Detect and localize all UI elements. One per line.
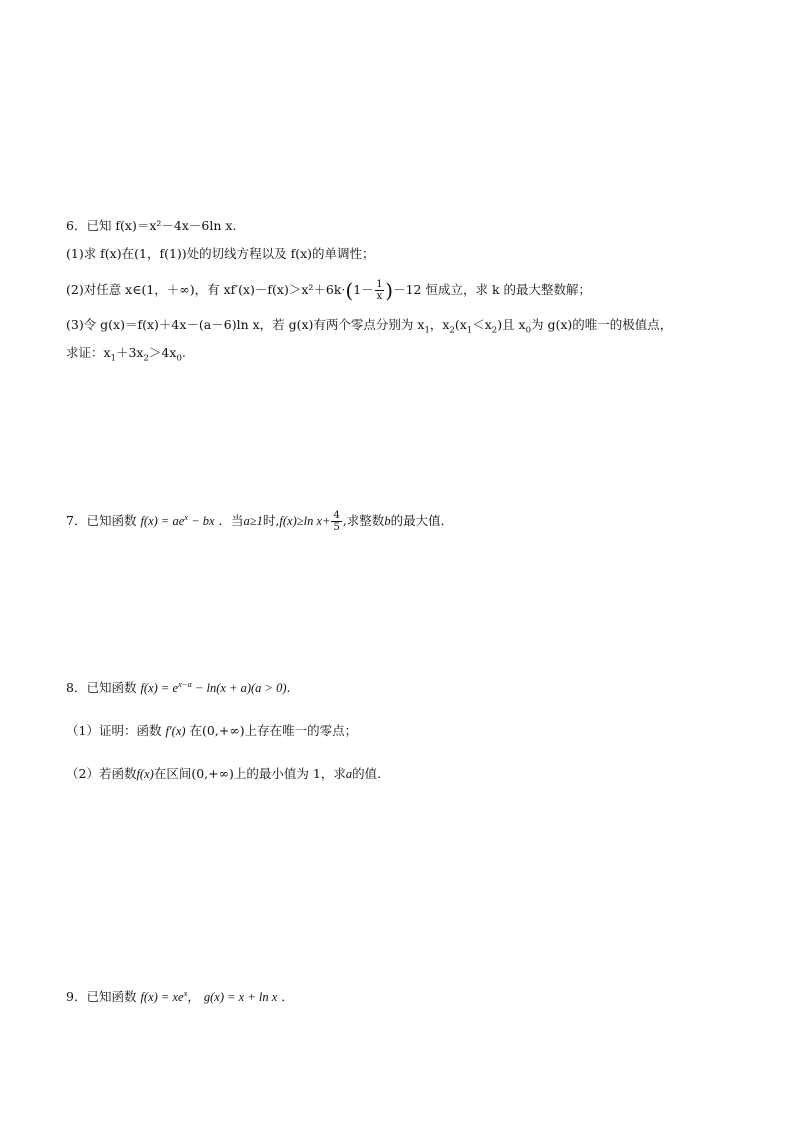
q8-text-a: 8．已知函数 [66,680,137,695]
q9-text-b: ， [187,989,200,1004]
q7-inequality: f(x)≥ln x+ [279,514,331,528]
q9-text-a: 9．已知函数 [66,989,137,1004]
q6-part3-text-a: (3)令 g(x)＝f(x)＋4x－(a－6)ln x，若 g(x)有两个零点分别为 x [66,317,425,332]
q6-part3-proof-b: ＋3x [115,345,144,360]
sub-2b: 2 [491,325,498,336]
q9-function-g: g(x) = x + ln x [203,990,278,1004]
q7-f: f(x) = ae [140,514,185,528]
q7-num: 4 [333,510,340,521]
q7-text-c: 时, [262,513,280,528]
q8-p1-a: （1）证明：函数 [66,723,162,738]
q6-part3-proof-c: ＞4x [148,345,177,360]
q8-p1-b: 在 [189,723,203,738]
q7-text-d: ,求整数 [342,513,385,528]
sub-1b: 1 [466,325,473,336]
sub-0: 0 [525,325,532,336]
q8-f-sup: x−a [178,678,192,689]
frac-numerator: 1 [376,279,383,290]
q9-text-c: ． [281,989,294,1004]
q6-part3-text-d: )且 x [497,317,526,332]
q8-f2: − ln(x + a)(a > 0) [191,681,287,695]
q9-f-sup: x [183,987,188,998]
q6-part3: (3)令 g(x)＝f(x)＋4x－(a－6)ln x，若 g(x)有两个零点分别为 $x_1$，$x_2(x_1<x_2)$且 $x_0$为 g(x)的唯一的极值点， [66,317,673,336]
sub-2c: 2 [143,353,149,364]
q6-part1: (1)求 f(x)在(1，f(1))处的切线方程以及 f(x)的单调性； [66,246,375,261]
left-paren: ( [345,278,354,303]
q9-f: f(x) = xe [140,990,184,1004]
q8-p2-interval: (0,+∞) [191,766,234,781]
q6-part2-fraction [375,279,385,302]
q7-f2: − bx [188,514,215,528]
q6-part2 [66,279,591,302]
frac-denominator: x [376,291,383,302]
q7-text-a: 7．已知函数 [66,513,137,528]
q6-part3-line2: 求证：$x_1+3x_2>4x_0$. [66,345,186,364]
q8-part1 [66,722,357,740]
sub-1: 1 [424,325,430,336]
q6-part2-text-a: (2)对任意 x∈(1，＋∞)，有 xf′(x)－f(x)＞x²＋6k· [66,282,346,297]
sub-1c: 1 [110,353,116,364]
q7-f-sup: x [184,511,189,522]
q6-part3-text-c: ＜x [472,317,492,332]
sub-0c: 0 [176,353,182,364]
q6-title: 6．已知 f(x)＝x²－4x－6ln x. [66,218,237,233]
q7-condition: a≥1 [243,514,263,528]
sub-2: 2 [449,325,455,336]
q8-p1-c: 上存在唯一的零点； [244,723,358,738]
q7-den: 5 [333,522,340,533]
right-paren: ) [385,278,394,303]
q8-p2-a-var: a [345,767,353,781]
q6-part2-text-b: －12 恒成立，求 k 的最大整数解； [393,282,592,297]
q8-p2-a: （2）若函数 [66,766,137,781]
q7-text-b: ．当 [218,513,244,528]
q6-part2-one: 1－ [353,282,374,297]
q7-function [140,511,215,528]
q8-title [66,679,291,697]
q9-line [66,988,294,1006]
q9-function-f [140,987,188,1004]
q6-part3-text-b: (x [454,317,467,332]
q7-line [66,510,453,533]
q6-part3-proof-a: 求证：x [66,345,111,360]
q8-f: f(x) = e [140,681,179,695]
q8-p2-c: 上的最小值为 1，求 [233,766,346,781]
q7-fraction [331,510,341,533]
q8-p1-f: f′(x) [165,724,186,738]
q7-b-var: b [384,514,391,528]
q8-function [140,678,287,695]
q8-p2-f: f(x) [136,767,154,781]
q7-text-e: 的最大值． [390,513,454,528]
q8-text-b: . [286,680,291,695]
q8-p2-d: 的值. [352,766,382,781]
q8-p1-interval: (0,+∞) [202,723,245,738]
q8-p2-b: 在区间 [153,766,192,781]
q8-part2 [66,765,381,783]
q6-part3-text-e: 为 g(x)的唯一的极值点， [531,317,673,332]
